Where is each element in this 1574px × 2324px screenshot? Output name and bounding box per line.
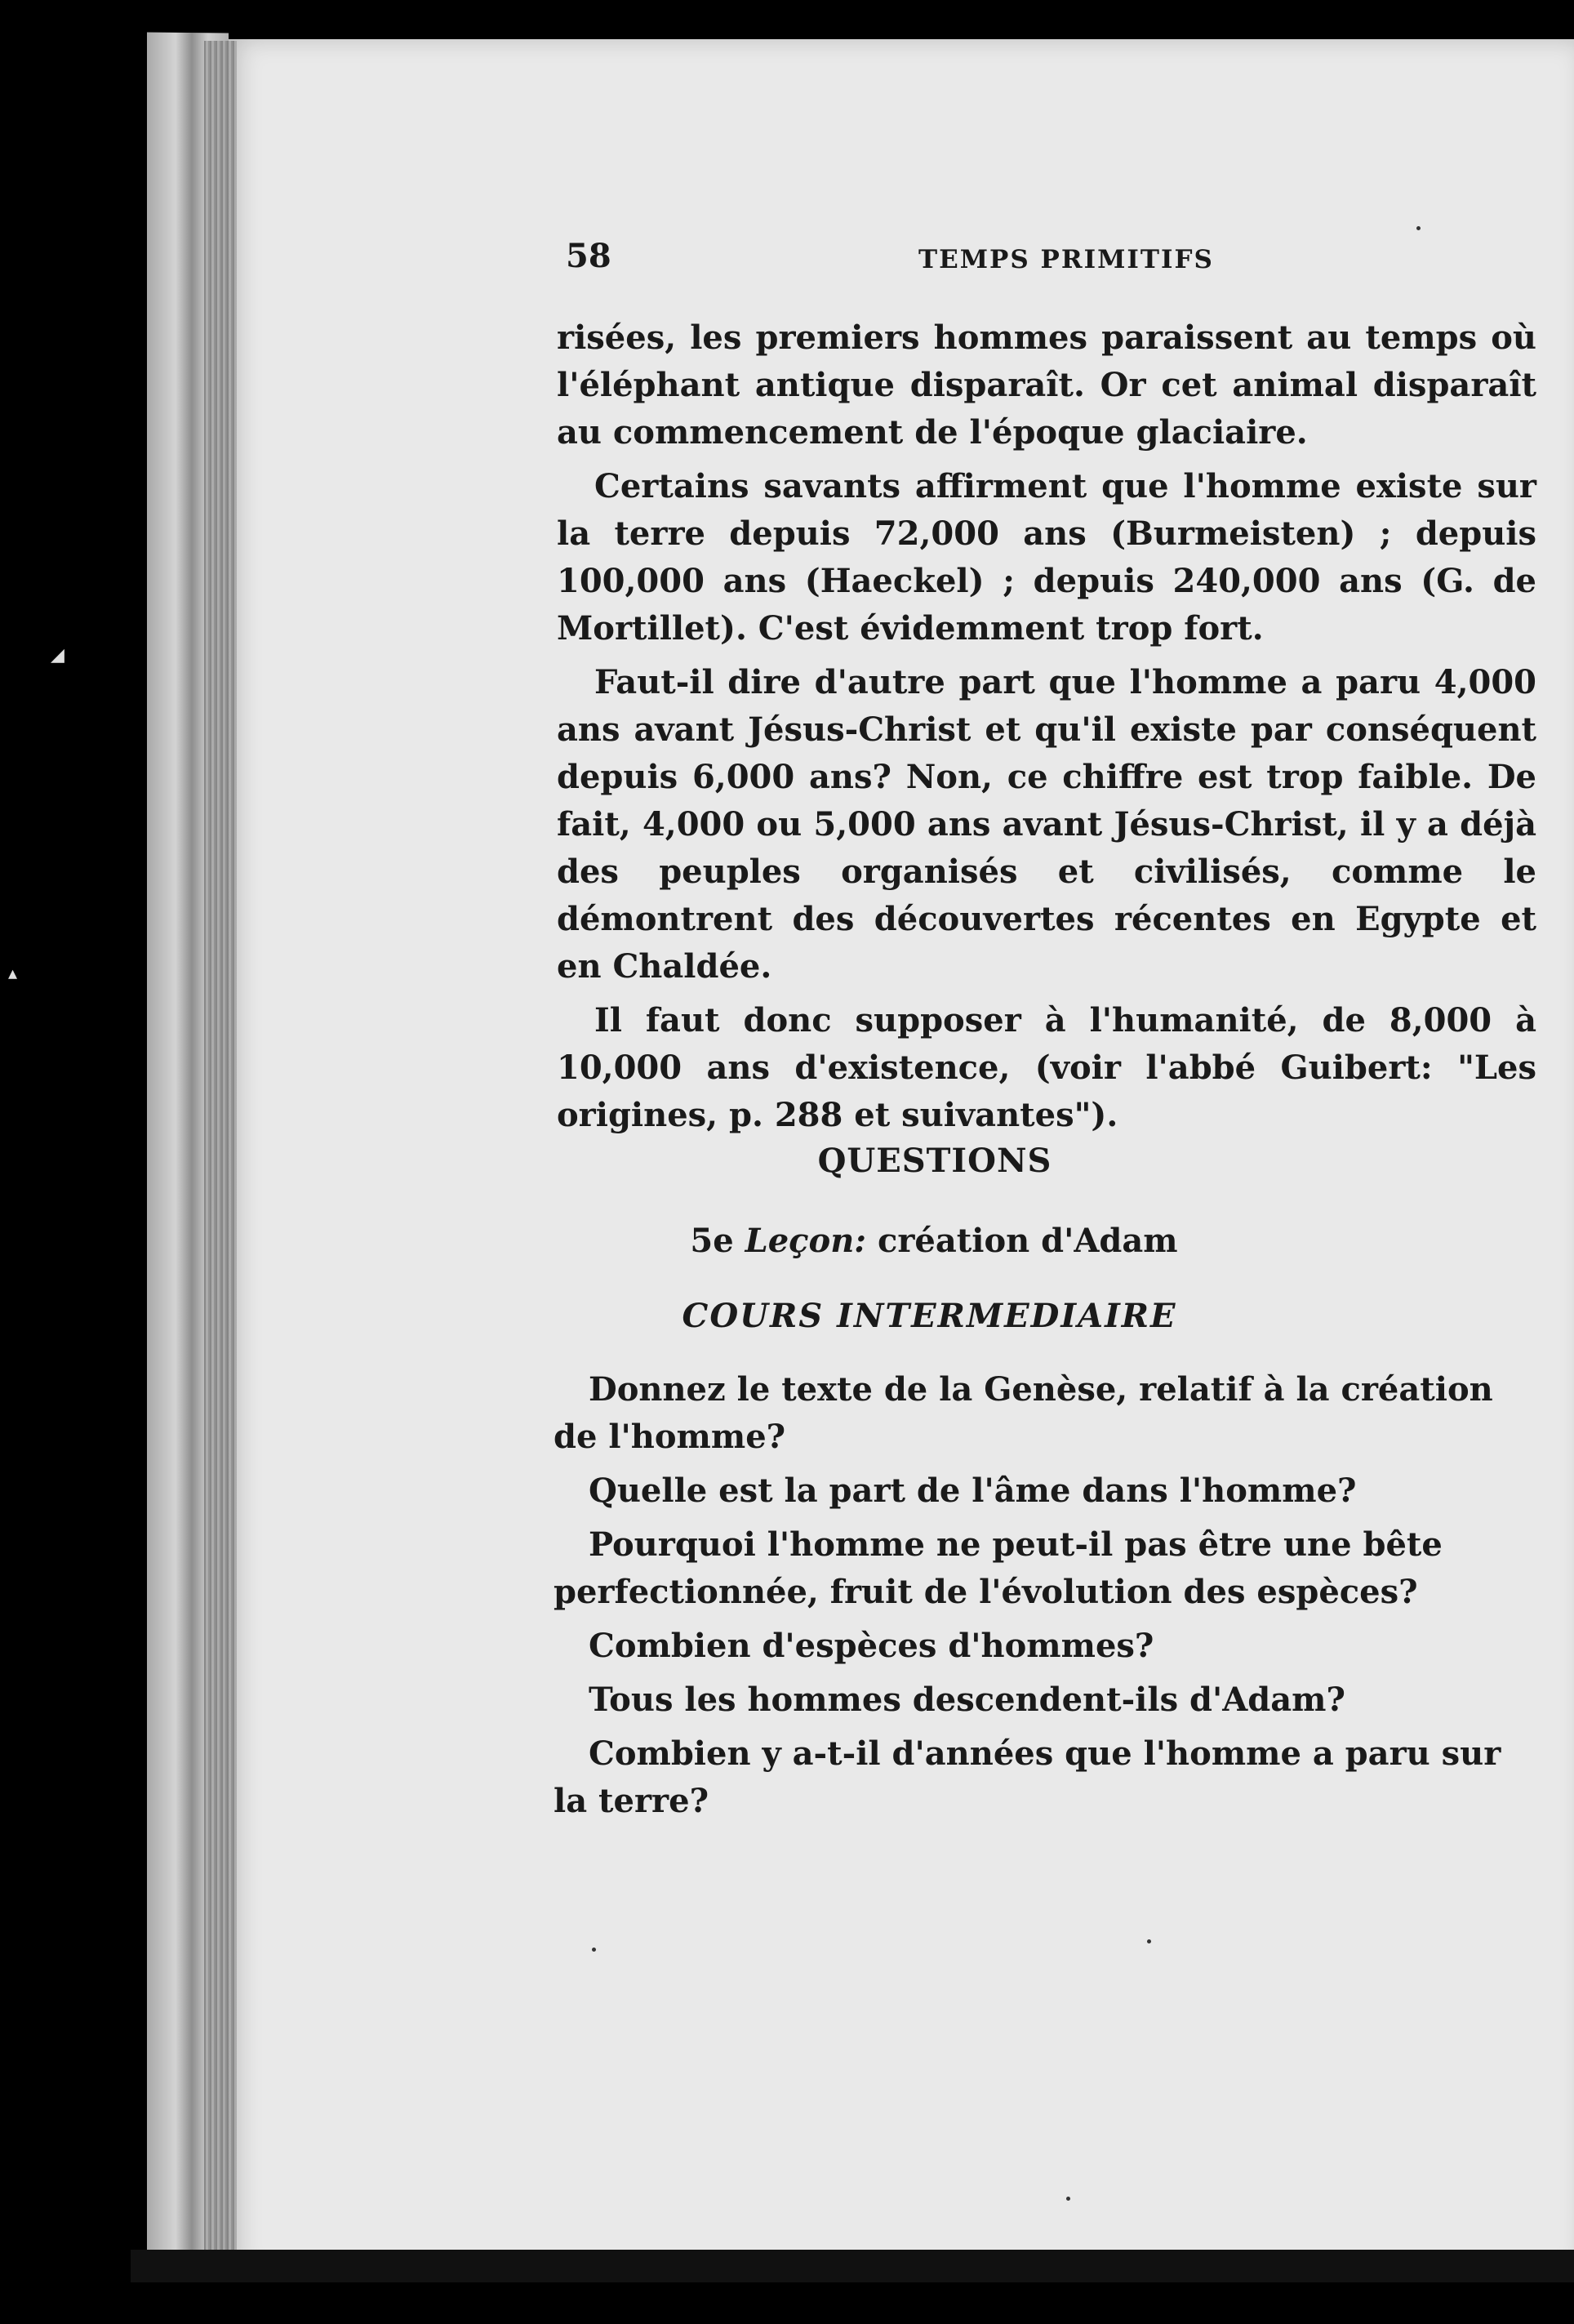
- scan-artifact: ▴: [8, 964, 18, 984]
- question-item: Tous les hommes descendent-ils d'Adam?: [589, 1681, 1345, 1719]
- lesson-word: Leçon:: [745, 1222, 867, 1260]
- lesson-heading: [0, 1222, 1574, 1260]
- ink-speck: [592, 1948, 596, 1952]
- ink-speck: [1066, 2197, 1070, 2201]
- question-item: Quelle est la part de l'âme dans l'homme?: [589, 1471, 1357, 1510]
- question-item: Donnez le texte de la Genèse, relatif à la création de l'homme?: [554, 1370, 1493, 1456]
- question-list: [554, 1366, 1533, 1832]
- ink-speck: [1416, 226, 1421, 230]
- scan-border: [131, 2250, 1574, 2282]
- body-text: [557, 314, 1536, 1146]
- page-number: 58: [566, 237, 611, 275]
- lesson-number: 5e: [690, 1222, 734, 1260]
- question-item: Combien y a-t-il d'années que l'homme a paru sur la terre?: [554, 1734, 1501, 1820]
- paragraph: risées, les premiers hommes paraissent au temps où l'éléphant antique disparaît. Or cet animal disparaît au commencement de l'époque glaciaire.: [557, 318, 1536, 452]
- scan-artifact: ◢: [51, 645, 64, 666]
- page-header: [566, 237, 1545, 286]
- section-title: QUESTIONS: [817, 1142, 1052, 1180]
- ink-speck: [1147, 1939, 1151, 1943]
- course-heading: COURS INTERMEDIAIRE: [682, 1297, 1177, 1335]
- lesson-topic: création d'Adam: [878, 1222, 1178, 1260]
- question-item: Pourquoi l'homme ne peut-il pas être une bête perfectionnée, fruit de l'évolution des espèces?: [554, 1525, 1443, 1611]
- paragraph: Faut-il dire d'autre part que l'homme a paru 4,000 ans avant Jésus-Christ et qu'il existe par conséquent depuis 6,000 ans? Non, ce chiffre est trop faible. De fait, 4,000 ou 5,000 ans avant Jésus-Christ, il y a déjà des peuples organisés et civilisés, comme le démontrent des découvertes récentes en Egypte et en Chaldée.: [557, 663, 1536, 986]
- question-item: Combien d'espèces d'hommes?: [589, 1627, 1154, 1665]
- paragraph: Certains savants affirment que l'homme existe sur la terre depuis 72,000 ans (Burmeisten) ; depuis 100,000 ans (Haeckel) ; depuis 240,000 ans (G. de Mortillet). C'est évidemment trop fort.: [557, 467, 1536, 648]
- running-head: TEMPS PRIMITIFS: [918, 245, 1214, 274]
- paragraph: Il faut donc supposer à l'humanité, de 8,000 à 10,000 ans d'existence, (voir l'abbé Guibert: "Les origines, p. 288 et suivantes").: [557, 1001, 1536, 1134]
